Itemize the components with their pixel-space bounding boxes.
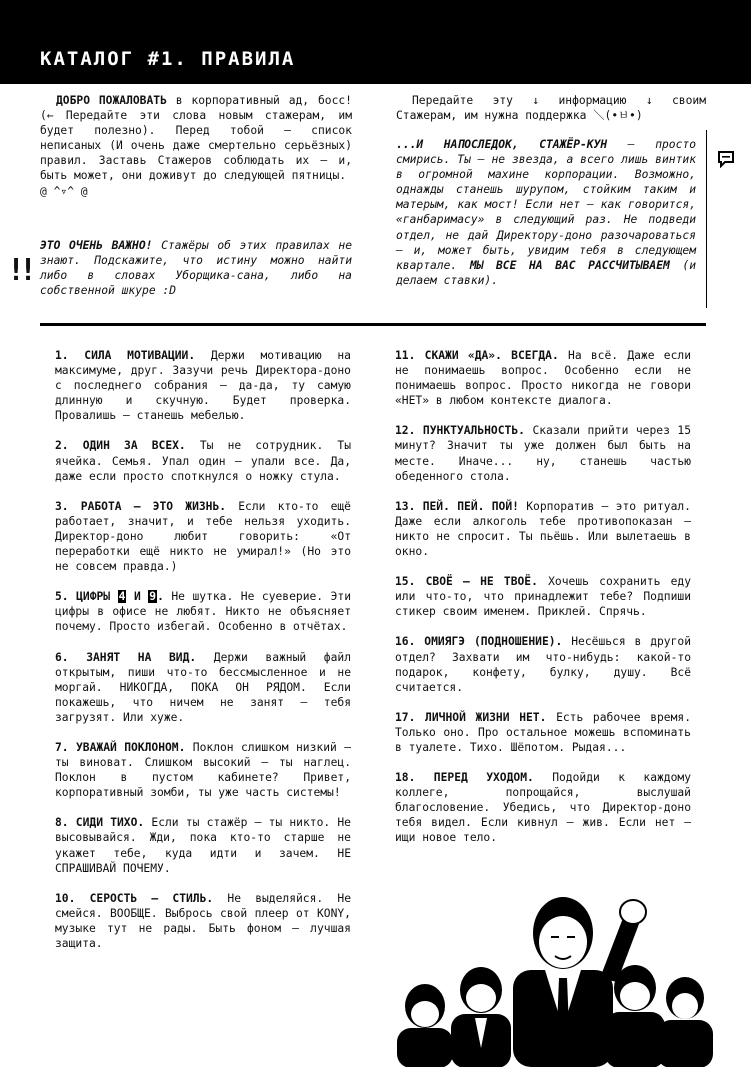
intro-text — [40, 93, 352, 199]
rule-text: Есть рабочее время. Только оно. Про остальное можешь вспоминать в туалете. Тихо. Шёпотом. Рыдая... — [395, 710, 692, 754]
rule-item — [395, 574, 691, 619]
rule-text: На всё. Даже если не понимаешь вопрос. Особенно если не понимаешь вопрос. Просто никогда не говори «НЕТ» в любом контексте диалога. — [395, 349, 691, 408]
highlight-number: 4 — [118, 590, 126, 604]
header-bar — [0, 0, 751, 84]
rule-text: Если ты стажёр – ты никто. Не высовывайся. Жди, пока кто-то старше не укажет тебе, куда идти и зачем. НЕ СПРАШИВАЙ ПОЧЕМУ. — [55, 816, 351, 875]
rule-text: Сказали прийти через 15 минут? Значит ты уже должен был быть на месте. Иначе... ну, станешь частью обеденного стола. — [395, 424, 691, 483]
rule-item — [395, 348, 691, 408]
intro-body: в корпоративный ад, босс! (← Передайте эти слова новым стажерам, им будет полезно). Перед тобой – список неписаных (И очень даже смертельно серьёзных) правил. Заставь Стажеров соблюдать их – и, быть может, они доживут до следующей пятницы. — [40, 94, 352, 183]
rule-item — [395, 423, 691, 483]
rule-item — [55, 438, 351, 483]
highlight-number: 9 — [149, 590, 157, 604]
rule-title: 13. ПЕЙ. ПЕЙ. ПОЙ! — [395, 499, 519, 513]
rule-text: Несёшься в другой отдел? Захвати им что-нибудь: какой-то подарок, конфету, булку, душу. Всё считается. — [395, 635, 691, 694]
rule-item — [395, 499, 691, 559]
rule-item — [395, 770, 691, 845]
rule-text: Корпоратив – это ритуал. Даже если алкоголь тебе противопоказан – никто не спросит. Ты пьёшь. Или вылетаешь в окно. — [395, 499, 691, 559]
final-body: – просто смирись. Ты – не звезда, а всего лишь винтик в огромной махине корпорации. Возможно, однажды станешь шурупом, стойким таким и матерым, как мост! Если нет – как говорится, «ганбаримасу» в следующий раз. Не подведи отдел, не дай Директору-доно разочароваться – и, может быть, увидим тебя в следующем квартале. — [396, 138, 697, 272]
rule-title: 2. ОДИН ЗА ВСЕХ. — [55, 439, 186, 453]
rule-title: 12. ПУНКТУАЛЬНОСТЬ. — [395, 424, 525, 438]
rules-left-column — [55, 348, 351, 966]
rule-text: Держи мотивацию на максимуме, друг. Зазучи речь Директора-доно с последнего собрания – да-да, ту самую длинную и скучную. Будет проверка. Провалишь – станешь мебелью. — [55, 349, 351, 423]
important-heading: ЭТО ОЧЕНЬ ВАЖНО! — [40, 239, 153, 252]
rule-text: Если кто-то ещё работает, значит, и тебе нельзя уходить. Директор-доно любит говорить: «От переработки ещё никто не умирал!» (Но это не совсем правда.) — [55, 499, 351, 574]
intro-lead: ДОБРО ПОЖАЛОВАТЬ — [56, 94, 167, 107]
section-divider — [40, 323, 706, 326]
rule-text: Поклон слишком низкий – ты виноват. Слишком высокий – ты наглец. Поклон в пустом кабинете? Привет, корпоративный зомби, ты уже часть системы! — [55, 740, 351, 800]
intro-emoticon: @ ^▿^ @ — [40, 184, 88, 198]
rule-item — [55, 589, 351, 634]
rule-title: 11. СКАЖИ «ДА». ВСЕГДА. — [395, 349, 559, 362]
rule-item — [395, 634, 691, 694]
right-intro: Передайте эту ↓ информацию ↓ своим Стажерам, им нужна поддержка ＼(•ㅂ•) — [396, 94, 706, 123]
rules-right-column — [395, 348, 691, 861]
rule-title: 3. РАБОТА – ЭТО ЖИЗНЬ. — [55, 499, 227, 513]
important-body: Стажёры об этих правилах не знают. Подскажите, что истину можно найти либо в словах Уборщика-сана, либо на собственной шкуре :D — [40, 239, 353, 298]
rule-item — [395, 710, 691, 755]
rule-title: 1. СИЛА МОТИВАЦИИ. — [55, 349, 196, 362]
rule-title-end: . — [157, 590, 164, 604]
office-workers-illustration — [395, 878, 725, 1067]
rule-title: 17. ЛИЧНОЙ ЖИЗНИ НЕТ. — [395, 710, 547, 724]
rule-text: Ты не сотрудник. Ты ячейка. Семья. Упал один – упали все. Да, даже если просто споткнулся о ножку стула. — [55, 439, 351, 483]
worker-figure-second — [451, 967, 511, 1067]
final-note — [396, 137, 696, 288]
final-heading: ...И НАПОСЛЕДОК, СТАЖЁР-КУН — [396, 138, 608, 151]
final-tail: (и делаем ставки). — [396, 258, 697, 287]
rule-item — [55, 740, 351, 800]
rule-text: Не шутка. Не суеверие. Эти цифры в офисе не любят. Никто не объясняет почему. Просто избегай. Особенно в отчётах. — [55, 590, 352, 634]
rule-item — [55, 348, 351, 423]
rule-title: 7. УВАЖАЙ ПОКЛОНОМ. — [55, 740, 186, 754]
rule-item — [55, 815, 351, 875]
rule-text: Не выделяйся. Не смейся. ВООБЩЕ. Выбрось свой плеер от KONY, музыке тут не рады. Быть фоном – лучшая защита. — [55, 891, 351, 950]
rule-title: 16. ОМИЯГЭ (ПОДНОШЕНИЕ). — [395, 635, 563, 649]
rule-text: Хочешь сохранить еду или что-то, что принадлежит тебе? Подпиши стикер своим именем. Приклей. Спрячь. — [395, 575, 691, 619]
rule-title: 6. ЗАНЯТ НА ВИД. — [55, 650, 197, 664]
rule-title: 15. СВОЁ – НЕ ТВОЁ. — [395, 575, 538, 589]
rule-title: 10. СЕРОСТЬ – СТИЛЬ. — [55, 891, 214, 905]
rule-title: 18. ПЕРЕД УХОДОМ. — [395, 771, 534, 785]
page-title: КАТАЛОГ #1. ПРАВИЛА — [40, 48, 296, 70]
speech-bubble-icon — [717, 150, 735, 168]
exclamation-icon: !! — [7, 253, 32, 288]
rule-text: Подойди к каждому коллеге, попрощайся, выслушай благословение. Убедись, что Директор-доно тебя видел. Если кивнул – жив. Если нет – ищи новое тело. — [395, 771, 691, 845]
rule-item — [55, 891, 351, 951]
rule-title-joiner: И — [126, 590, 149, 604]
rule-text: Держи важный файл открытым, пиши что-то бессмысленное и не моргай. НИКОГДА, ПОКА ОН РЯДОМ. Если покажешь, что ничем не занят – тебя загрузят. Или хуже. — [55, 650, 351, 724]
rule-item — [55, 650, 351, 725]
rule-title: 5. ЦИФРЫ — [55, 590, 118, 604]
rule-title: 8. СИДИ ТИХО. — [55, 816, 145, 830]
final-emphasis: МЫ ВСЕ НА ВАС РАССЧИТЫВАЕМ — [469, 258, 670, 272]
worker-figure-far-right — [657, 977, 713, 1067]
important-note — [40, 238, 352, 298]
rule-item — [55, 499, 351, 574]
